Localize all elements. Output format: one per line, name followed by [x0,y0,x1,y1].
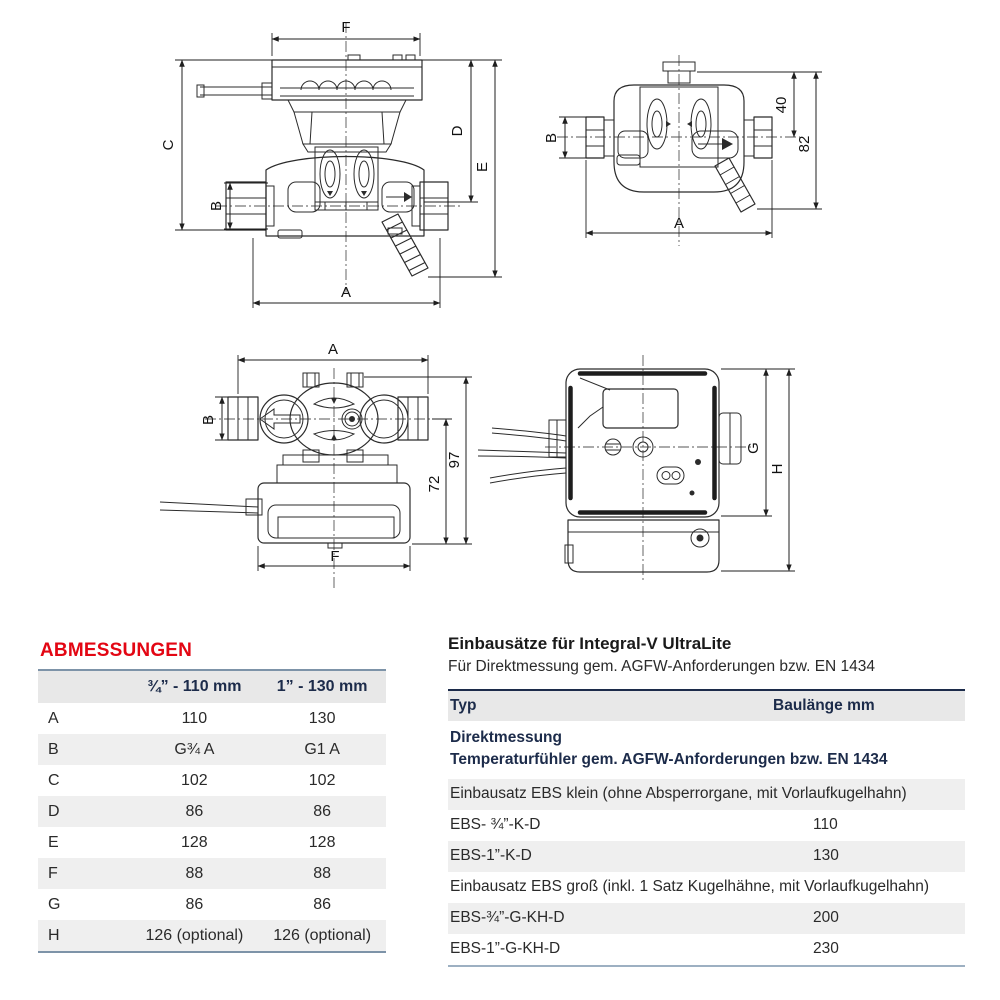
kits-table [448,689,965,967]
table-row [38,889,386,920]
kits-section-line2: Temperaturfühler gem. AGFW-Anforderungen bzw. EN 1434 [450,751,888,769]
top-view-drawing [160,341,472,588]
kit-length: 110 [813,816,838,834]
dim-row-value: 88 [313,864,332,882]
kits-section-row [448,721,965,779]
dim-label-d-front: D [449,125,466,137]
table-row [38,734,386,765]
kits-header-typ: Typ [448,690,771,721]
kit-type: EBS-1”-K-D [450,847,532,865]
dim-row-value: 86 [313,895,332,913]
dim-row-value: G1 A [304,740,340,758]
dim-row-value: 128 [308,833,336,851]
dim-row-value: 130 [308,709,336,727]
kit-length: 230 [813,940,839,958]
dim-row-label: G [48,895,61,913]
kit-type: EBS- ¾”-K-D [450,816,541,834]
front-view-drawing [160,19,502,308]
table-row [38,858,386,889]
kits-title: Einbausätze für Integral-V UltraLite [448,634,732,653]
table-row [448,934,965,966]
dim-row-value: 102 [308,771,336,789]
dim-label-72: 72 [426,475,443,493]
dim-row-value: 86 [185,802,204,820]
dim-row-label: C [48,771,60,789]
dim-row-label: E [48,833,59,851]
dim-row-value: 86 [313,802,332,820]
kits-group-row [448,872,965,903]
dim-label-h: H [769,463,786,475]
dim-label-a-side: A [673,215,685,232]
table-row [38,703,386,734]
dimensions-section [38,640,386,953]
dim-label-a-front: A [340,284,352,301]
kits-section-text [448,721,965,779]
kits-section [448,634,965,967]
dim-row-value: 110 [181,709,208,727]
dimensions-title: ABMESSUNGEN [40,640,193,661]
dimensions-header-col2: 1” - 130 mm [258,670,386,703]
kits-header-baulaenge: Baulänge mm [771,690,965,721]
kit-length: 130 [813,847,839,865]
dim-row-value: 126 (optional) [273,926,372,944]
kits-section-line1: Direktmessung [450,729,562,746]
dim-row-value: G¾ A [174,740,215,758]
table-row [448,810,965,841]
dimensions-header-empty [38,670,130,703]
dim-label-40: 40 [773,96,790,114]
dim-label-g: G [745,442,762,454]
dim-label-a-top: A [327,341,339,358]
dim-label-b-side: B [543,132,560,144]
side-view-drawing [543,55,822,246]
kit-type: EBS-¾”-G-KH-D [450,909,565,927]
dim-label-f-front: F [341,19,351,36]
kits-group-label: Einbausatz EBS groß (inkl. 1 Satz Kugelhähne, mit Vorlaufkugelhahn) [450,878,930,896]
dim-row-value: 102 [181,771,208,789]
register-view-drawing [478,355,795,580]
table-row [448,903,965,934]
dim-row-label: A [48,709,59,727]
kit-type: EBS-1”-G-KH-D [450,940,561,958]
dimensions-header-col1: ¾” - 110 mm [130,670,258,703]
kits-subtitle: Für Direktmessung gem. AGFW-Anforderungen bzw. EN 1434 [448,658,876,675]
dim-row-label: D [48,802,60,820]
dim-row-value: 128 [181,833,208,851]
table-row [448,841,965,872]
dim-row-label: B [48,740,59,758]
dim-row-value: 86 [185,895,204,913]
kit-length: 200 [813,909,839,927]
kits-group-label: Einbausatz EBS klein (ohne Absperrorgane, mit Vorlaufkugelhahn) [450,785,907,803]
table-row [38,827,386,858]
kits-group-row [448,779,965,810]
dim-label-b-top: B [200,414,217,426]
dim-row-value: 88 [185,864,204,882]
dim-label-f-top: F [330,548,340,565]
table-row [38,796,386,827]
dim-label-97: 97 [446,451,463,469]
dim-row-label: H [48,926,60,944]
dim-label-82: 82 [796,135,813,153]
table-row [38,920,386,952]
dim-label-b-front: B [208,200,225,212]
dimensions-header-row [38,670,386,703]
dim-row-label: F [48,864,58,882]
dimensions-table [38,669,386,953]
dim-label-e-front: E [474,161,491,173]
table-row [38,765,386,796]
dim-label-c-front: C [160,139,177,151]
kits-header-row [448,690,965,721]
dim-row-value: 126 (optional) [145,926,244,944]
